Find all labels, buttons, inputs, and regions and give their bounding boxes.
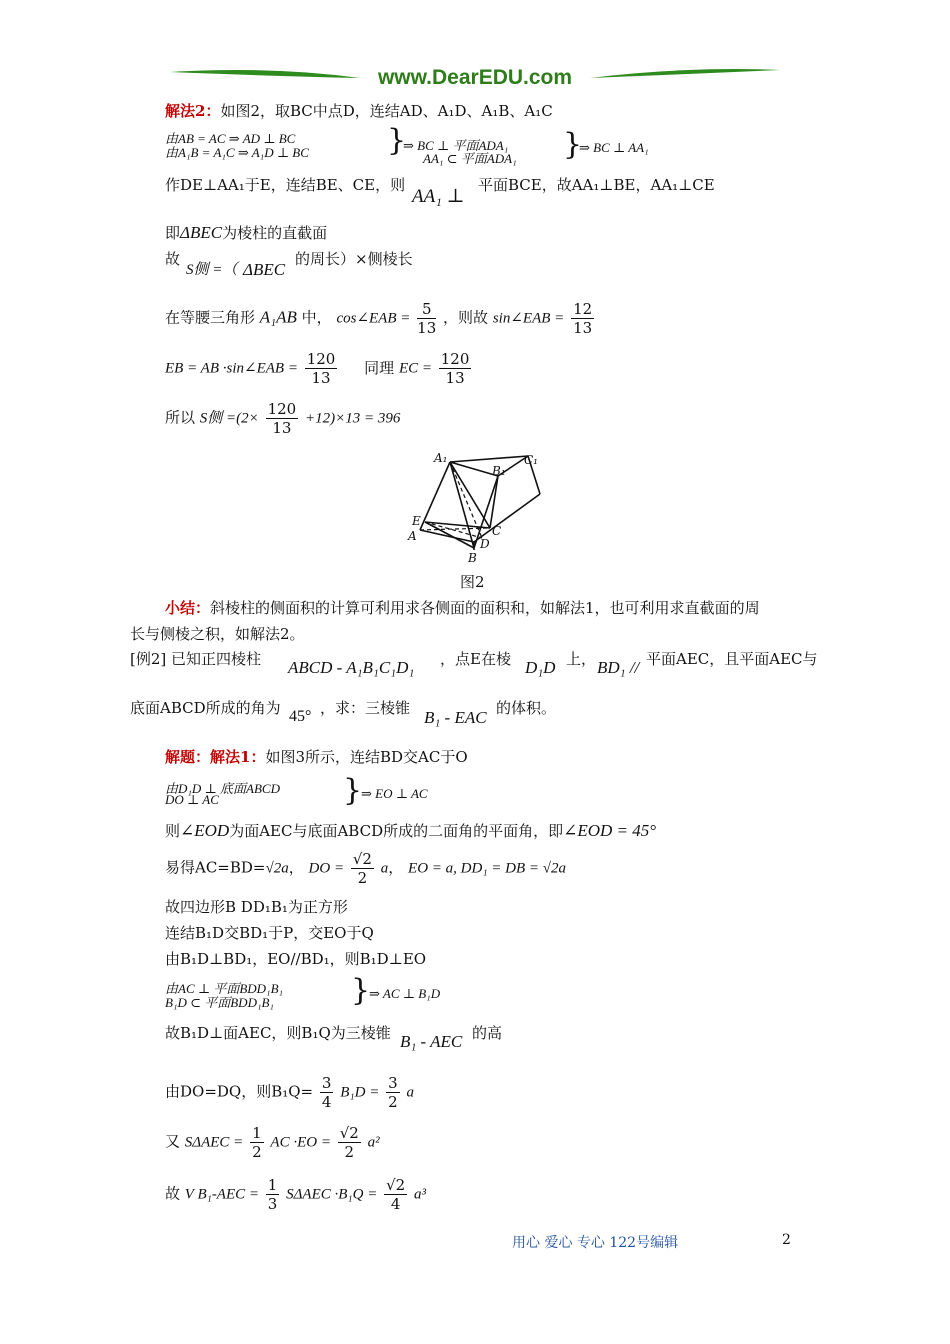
page-number: 2 xyxy=(782,1232,791,1248)
text: 为面AEC与底面ABCD所成的二面角的平面角，即 xyxy=(229,822,564,840)
denominator: 13 xyxy=(272,419,292,437)
text: ，点E在棱 xyxy=(440,650,511,668)
label-c1: C₁ xyxy=(524,453,538,467)
line-6 xyxy=(165,300,596,337)
text: ， xyxy=(288,858,304,877)
step-bc-perp-aa1: ⇒ BC ⊥ AA₁ xyxy=(579,140,649,155)
text: 平面AEC，且平面AEC与 xyxy=(646,650,818,668)
denominator: 13 xyxy=(311,369,331,387)
solution2-label: 解法2： xyxy=(165,102,221,120)
denominator: 13 xyxy=(417,319,437,337)
label-b1: B₁ xyxy=(492,464,506,478)
step-ac-perp-b1d: ⇒ AC ⊥ B₁D xyxy=(369,986,441,1001)
fraction xyxy=(266,1176,280,1213)
s-side: S侧 =（ xyxy=(186,262,238,278)
aa1-perp: AA₁ ⊥ xyxy=(412,186,465,207)
s-aec: SΔAEC = xyxy=(184,1134,244,1151)
triangle-bec: ΔBEC xyxy=(180,223,223,242)
brace: } xyxy=(387,123,407,158)
step-eo-perp-ac: ⇒ EO ⊥ AC xyxy=(361,786,428,801)
b1d: B₁D = xyxy=(340,1084,380,1101)
denominator: 13 xyxy=(445,369,465,387)
text: 易得AC=BD= xyxy=(165,858,266,877)
sin-eab: sin∠EAB = xyxy=(492,310,565,327)
numerator: 120 xyxy=(306,350,336,368)
do-formula: DO = xyxy=(308,860,345,877)
line-4 xyxy=(165,222,327,243)
step-ab-ac: 由AB = AC ⇒ AD ⊥ BC xyxy=(165,131,296,146)
text: 又 xyxy=(165,1132,181,1151)
eb-formula: EB = AB ·sin∠EAB = xyxy=(165,360,298,377)
numerator: 120 xyxy=(440,350,470,368)
step-b1d-in-plane: B₁D ⊂ 平面BDD₁B₁ xyxy=(165,995,274,1010)
denominator: 2 xyxy=(344,1143,355,1161)
var-a: a xyxy=(380,860,389,877)
figure-caption: 图2 xyxy=(460,573,485,591)
brace: } xyxy=(351,973,371,1008)
step-aa1-in-plane: AA₁ ⊂ 平面ADA₁ xyxy=(423,151,517,166)
label-c: C xyxy=(492,524,502,538)
sqrt2a: √2a xyxy=(265,860,289,877)
triangle-bec: ΔBEC xyxy=(243,260,286,279)
label-b: B xyxy=(468,551,477,565)
numerator: 120 xyxy=(267,400,297,418)
numerator: 3 xyxy=(321,1074,332,1092)
text: 的体积。 xyxy=(496,699,557,717)
numerator: √2 xyxy=(339,1124,359,1142)
solution2-line xyxy=(165,100,553,121)
label-d: D xyxy=(480,537,490,551)
fraction xyxy=(351,850,374,887)
text: 的周长）×侧棱长 xyxy=(295,250,413,268)
label-a1: A₁ xyxy=(434,451,448,465)
text: 上， xyxy=(566,650,597,668)
fraction xyxy=(439,350,472,387)
brace: } xyxy=(343,773,363,808)
fraction xyxy=(384,1176,407,1213)
site-logo: www.DearEDU.com xyxy=(377,66,573,89)
step-ac-perp-plane: 由AC ⊥ 平面BDD₁B₁ xyxy=(165,981,284,996)
text: ， xyxy=(388,858,404,877)
line-perp: 由B₁D⊥BD₁，EO//BD₁，则B₁D⊥EO xyxy=(165,950,427,968)
numerator: 3 xyxy=(388,1074,398,1092)
footer-text: 用心 爱心 专心 122号编辑 xyxy=(512,1235,679,1251)
bd1-parallel: BD₁ // xyxy=(597,658,640,677)
text: 平面BCE，故AA₁⊥BE，AA₁⊥CE xyxy=(478,176,715,194)
fraction xyxy=(571,300,594,337)
line-8 xyxy=(165,400,400,437)
right-swoosh xyxy=(590,69,780,78)
denominator: 2 xyxy=(357,869,368,887)
fraction xyxy=(250,1124,264,1161)
solution-label: 解题：解法1： xyxy=(165,748,266,766)
label-a: A xyxy=(408,529,417,543)
text: 由DO=DQ，则B₁Q= xyxy=(165,1082,314,1101)
left-swoosh xyxy=(170,70,360,78)
fraction xyxy=(386,1074,400,1111)
numerator: 1 xyxy=(252,1124,262,1142)
angle-eod: ∠EOD xyxy=(180,821,230,840)
a-cubed: a³ xyxy=(414,1186,427,1203)
fraction xyxy=(417,300,436,337)
numerator: 5 xyxy=(417,300,436,319)
denominator: 3 xyxy=(267,1195,278,1213)
line-angle xyxy=(165,820,656,841)
brace: } xyxy=(563,127,583,162)
solution-heading xyxy=(165,746,468,767)
step-do-perp-ac: DO ⊥ AC xyxy=(165,792,219,807)
line-connect: 连结B₁D交BD₁于P，交EO于Q xyxy=(165,924,374,942)
step-d1d-perp-base: 由D₁D ⊥ 底面ABCD xyxy=(165,781,280,796)
fraction xyxy=(338,1124,361,1161)
text: 则 xyxy=(165,822,181,840)
fraction xyxy=(305,350,338,387)
denominator: 4 xyxy=(390,1195,401,1213)
header-banner xyxy=(170,62,780,92)
text: 的高 xyxy=(472,1024,503,1042)
a-squared: a² xyxy=(367,1134,380,1151)
fraction xyxy=(266,400,299,437)
text: 同理 xyxy=(364,358,395,377)
line-area xyxy=(165,1124,380,1161)
text: 故B₁D⊥面AEC，则B₁Q为三棱锥 xyxy=(165,1024,391,1042)
solution2-text: 如图2，取BC中点D，连结AD、A₁D、A₁B、A₁C xyxy=(220,102,553,120)
denominator: 13 xyxy=(573,319,593,337)
eo-formula: EO = a, DD₁ = DB = √2a xyxy=(408,860,567,877)
angle-eod-45: ∠EOD = 45° xyxy=(563,821,657,840)
summary-line-2: 长与侧棱之积，如解法2。 xyxy=(130,625,305,643)
summary-text: 斜棱柱的侧面积的计算可利用求各侧面的面积和，如解法1，也可利用求直截面的周 xyxy=(210,599,760,617)
summary-label: 小结： xyxy=(165,599,211,617)
text: 作DE⊥AA₁于E，连结BE、CE，则 xyxy=(165,176,406,194)
example-intro: [例2] 已知正四棱柱 xyxy=(130,650,262,668)
ec-formula: EC = xyxy=(398,360,432,377)
var-a: a xyxy=(406,1084,414,1101)
text: ，则故 xyxy=(443,308,489,327)
angle-45: 45° xyxy=(289,708,312,725)
figure-2 xyxy=(400,450,550,568)
edge-d1d: D₁D xyxy=(525,658,556,677)
fraction xyxy=(320,1074,334,1111)
text: 底面ABCD所成的角为 xyxy=(130,699,281,717)
step-a1b-a1c: 由A₁B = A₁C ⇒ A₁D ⊥ BC xyxy=(165,145,309,160)
text: 故 xyxy=(165,1184,181,1203)
denominator: 2 xyxy=(252,1143,262,1161)
text: 在等腰三角形 xyxy=(165,308,256,327)
numerator: √2 xyxy=(352,850,372,868)
line-volume xyxy=(165,1176,426,1213)
v-b1-aec: V B₁-AEC = xyxy=(184,1186,260,1203)
label-e: E xyxy=(412,514,421,528)
s-aec-b1q: SΔAEC ·B₁Q = xyxy=(286,1186,378,1203)
solution-text: 如图3所示，连结BD交AC于O xyxy=(265,748,468,766)
summary-line-1 xyxy=(165,597,760,618)
denominator: 4 xyxy=(321,1093,332,1111)
ac-eo: AC ·EO = xyxy=(270,1134,331,1151)
line-3 xyxy=(165,174,405,195)
text: ，求：三棱锥 xyxy=(320,699,411,717)
numerator: 12 xyxy=(573,300,593,318)
line-square: 故四边形B DD₁B₁为正方形 xyxy=(165,898,348,916)
text: 所以 xyxy=(165,408,196,427)
text: 即 xyxy=(165,224,181,242)
line-7 xyxy=(165,350,473,387)
s-side-formula: S侧 =(2× xyxy=(199,410,259,427)
denominator: 2 xyxy=(388,1093,398,1111)
text: 为棱柱的直截面 xyxy=(222,224,328,242)
pyramid-name: B₁ - EAC xyxy=(424,708,487,727)
pyramid-b1-aec: B₁ - AEC xyxy=(400,1032,463,1051)
text: 中， xyxy=(301,308,332,327)
triangle-a1ab: A₁AB xyxy=(259,307,297,327)
step-bc-perp-plane: ⇒ BC ⊥ 平面ADA₁ xyxy=(403,138,509,153)
line-lengths xyxy=(165,850,566,887)
numerator: √2 xyxy=(386,1176,406,1194)
result: +12)×13 = 396 xyxy=(305,410,401,427)
text: 故 xyxy=(165,250,181,268)
cos-eab: cos∠EAB = xyxy=(336,310,411,327)
prism-name: ABCD - A₁B₁C₁D₁ xyxy=(288,658,415,677)
line-b1q xyxy=(165,1074,414,1111)
numerator: 1 xyxy=(267,1176,278,1194)
